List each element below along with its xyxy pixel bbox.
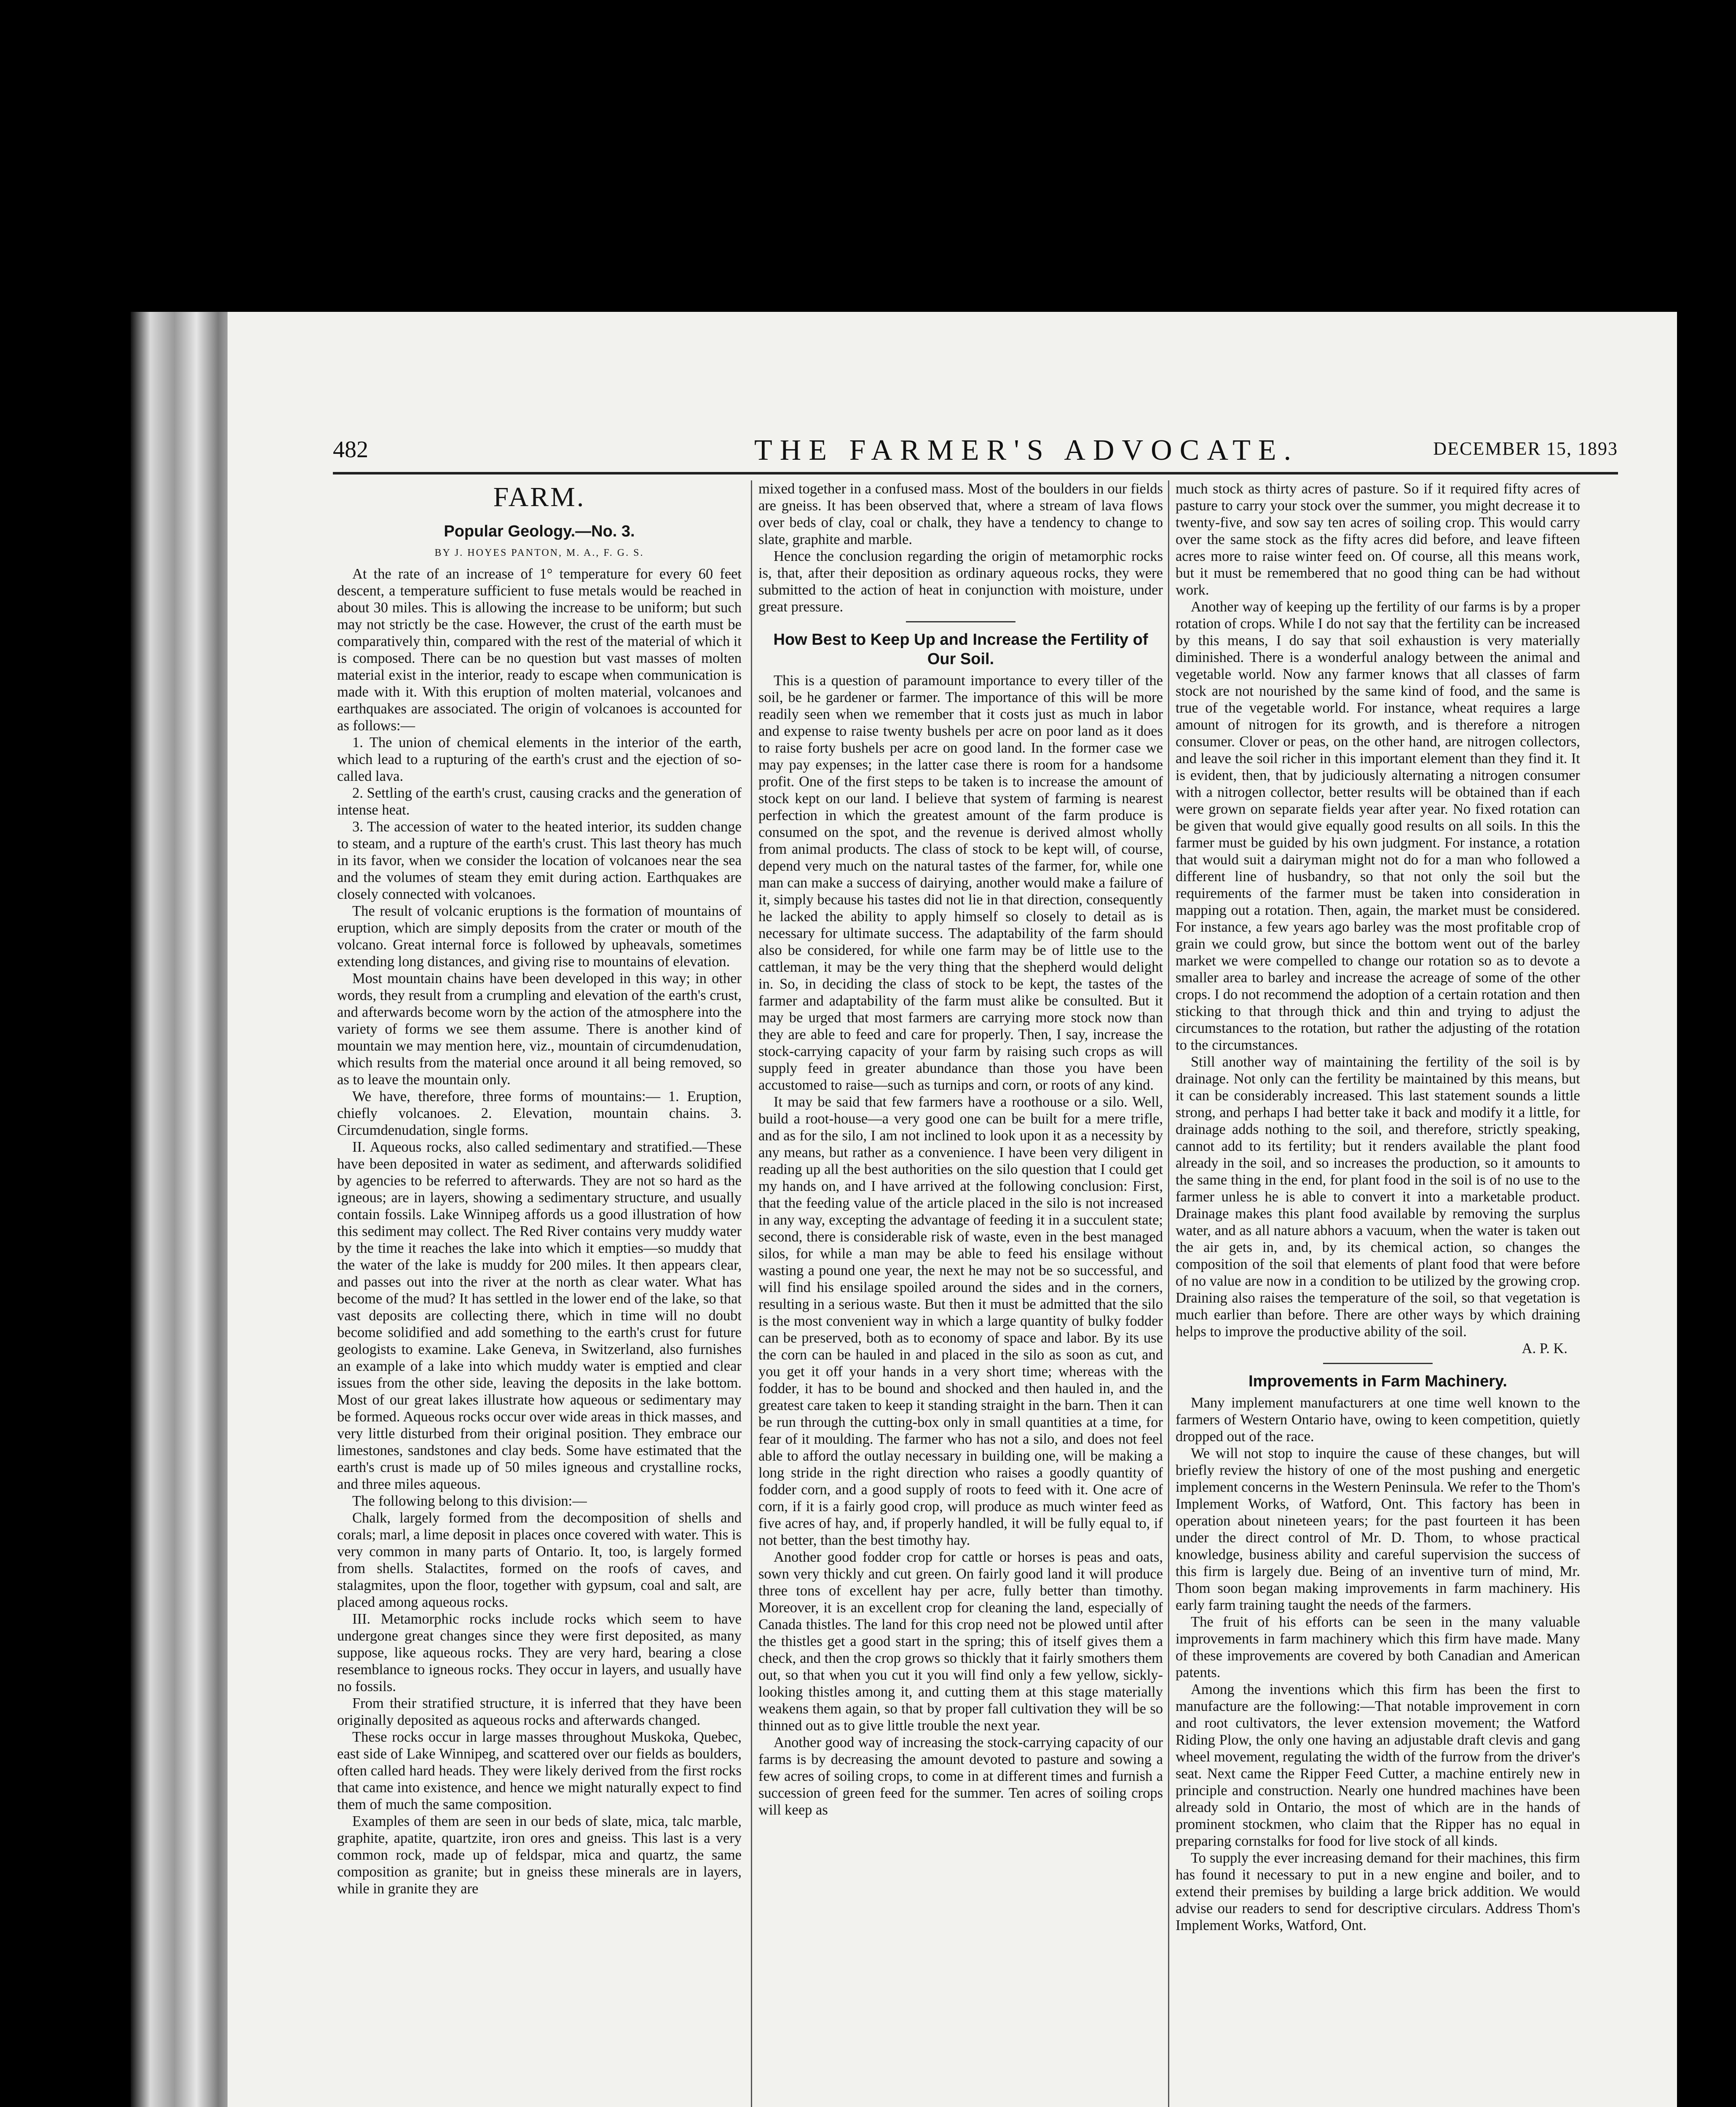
paragraph: At the rate of an increase of 1° temperature for every 60 feet descent, a temperature sufficient to fuse metals would be reached in about 30 miles. This is allowing the increase to be uniform; but such may not strictly be the case. However, the crust of the earth must be comparatively thin, compared with the rest of the material of which it is composed. There can be no question but vast masses of molten material exist in the interior, ready to escape when communication is made with it. With this eruption of molten material, volcanoes and earthquakes are associated. The origin of volcanoes is accounted for as follows:— <box>337 566 742 734</box>
paragraph: It may be said that few farmers have a roothouse or a silo. Well, build a root-house—a very good one can be built for a mere trifle, and as for the silo, I am not inclined to look upon it as a necessity by any means, but rather as a convenience. I have been very diligent in reading up all the best authorities on the silo question that I could get my hands on, and I have arrived at the following conclusion: First, that the feeding value of the article placed in the silo is not increased in any way, excepting the advantage of feeding it in a succulent state; second, there is considerable risk of waste, even in the best managed silos, for while a man may be able to feed his ensilage without wasting a pound one year, the next he may not be so successful, and will find his ensilage spoiled around the sides and in the corners, resulting in a serious waste. But then it must be admitted that the silo is the most convenient way in which a large quantity of bulky fodder can be preserved, both as to economy of space and labor. By its use the corn can be hauled in and placed in the silo as soon as cut, and you get it off your hands in a very short time; whereas with the fodder, it has to be bound and shocked and then hauled in, and the greatest care taken to keep it standing straight in the barn. Then it can be run through the cutting-box only in small quantities at a time, for fear of it moulding. The farmer who has not a silo, and does not feel able to afford the outlay necessary in building one, will be making a long stride in the right direction who raises a goodly quantity of fodder corn, and a good supply of roots to feed with it. One acre of corn, if it is a fairly good crop, will produce as much winter feed as five acres of hay, and, if properly handled, it will be fully equal to, if not better, than the best timothy hay. <box>758 1094 1163 1548</box>
article-byline: BY J. HOYES PANTON, M. A., F. G. S. <box>434 547 644 558</box>
paragraph: II. Aqueous rocks, also called sedimentary and stratified.—These have been deposited in water as sediment, and afterwards solidified by agencies to be referred to afterwards. They are not so hard as the igneous; are in layers, showing a sedimentary structure, and usually contain fossils. Lake Winnipeg affords us a good illustration of how this sediment may collect. The Red River contains very muddy water by the time it reaches the lake into which it empties—so muddy that the water of the lake is muddy for 200 miles. It then appears clear, and passes out into the river at the north as clear water. What has become of the mud? It has settled in the lower end of the lake, so that vast deposits are collecting there, which in time will no doubt become solidified and add something to the earth's crust for future geologists to examine. Lake Geneva, in Switzerland, also furnishes an example of a lake into which muddy water is emptied and clear issues from the other side, leaving the deposits in the lake bottom. Most of our great lakes illustrate how aqueous or sedimentary may be formed. Aqueous rocks occur over wide areas in thick masses, and very little disturbed from their original position. They embrace our limestones, sandstones and clay beds. Some have estimated that the earth's crust is made up of 50 miles igneous and crystalline rocks, and three miles aqueous. <box>337 1139 742 1492</box>
paragraph: 1. The union of chemical elements in the interior of the earth, which lead to a rupturing of the earth's crust and the ejection of so-called lava. <box>337 735 742 784</box>
header-rule <box>333 472 1618 474</box>
column-2 <box>758 480 1163 1818</box>
paragraph: Another good fodder crop for cattle or horses is peas and oats, sown very thickly and cut green. On fairly good land it will produce three tons of excellent hay per acre, fully better than timothy. Moreover, it is an excellent crop for cleaning the land, especially of Canada thistles. The land for this crop need not be plowed until after the thistles get a good start in the spring; this of itself gives them a check, and then the crop grows so thickly that it fairly smothers them out, so that when you cut it you will find only a few yellow, sickly-looking thistles among it, and cutting them at this stage materially weakens them again, so that by proper fall cultivation they will be so thinned out as to give little trouble the next year. <box>758 1549 1163 1734</box>
column-3 <box>1176 480 1580 1934</box>
paragraph: The fruit of his efforts can be seen in the many valuable improvements in farm machinery which this firm have made. Many of these improvements are covered by both Canadian and American patents. <box>1176 1614 1580 1681</box>
issue-date: DECEMBER 15, 1893 <box>1433 438 1618 459</box>
book-edge <box>131 312 240 2107</box>
section-heading: FARM. <box>493 482 586 512</box>
article-signature: A. P. K. <box>1522 1340 1567 1356</box>
article-title: Improvements in Farm Machinery. <box>1248 1372 1507 1390</box>
paragraph: Chalk, largely formed from the decomposition of shells and corals; marl, a lime deposit in places once covered with water. This is very common in many parts of Ontario. It, too, is largely formed from shells. Stalactites, formed on the roofs of caves, and stalagmites, upon the floor, together with gypsum, coal and salt, are placed among aqueous rocks. <box>337 1510 742 1610</box>
paragraph: Another good way of increasing the stock-carrying capacity of our farms is by decreasing the amount devoted to pasture and sowing a few acres of soiling crops, to come in at different times and furnish a succession of green feed for the summer. Ten acres of soiling crops will keep as <box>758 1734 1163 1818</box>
paragraph: 2. Settling of the earth's crust, causing cracks and the generation of intense heat. <box>337 785 742 818</box>
paragraph: From their stratified structure, it is inferred that they have been originally deposited as aqueous rocks and afterwards changed. <box>337 1695 742 1728</box>
paragraph: We have, therefore, three forms of mountains:— 1. Eruption, chiefly volcanoes. 2. Elevation, mountain chains. 3. Circumdenudation, single forms. <box>337 1088 742 1138</box>
paragraph: The following belong to this division:— <box>352 1493 587 1509</box>
paragraph: These rocks occur in large masses throughout Muskoka, Quebec, east side of Lake Winnipeg, and scattered over our fields as boulders, often called hard heads. They were likely derived from the first rocks that came into existence, and hence we might naturally expect to find them of much the same composition. <box>337 1729 742 1812</box>
article-title: Popular Geology.—No. 3. <box>444 523 635 540</box>
column-rule <box>751 480 752 2107</box>
paragraph: Examples of them are seen in our beds of slate, mica, talc marble, graphite, apatite, quartzite, iron ores and gneiss. This last is a very common rock, made up of feldspar, mica and quartz, the same composition as granite; but in gneiss these minerals are in layers, while in granite they are <box>337 1813 742 1897</box>
paragraph: This is a question of paramount importance to every tiller of the soil, be he gardener or farmer. The importance of this will be more readily seen when we remember that it costs just as much in labor and expense to raise twenty bushels per acre on poor land as it does to raise forty bushels per acre on good land. In the former case we may pay expenses; in the latter case there is room for a handsome profit. One of the first steps to be taken is to increase the amount of stock kept on our land. I believe that system of farming is nearest perfection in which the greatest amount of the farm produce is consumed on the spot, and the revenue is derived almost wholly from animal products. The class of stock to be kept will, of course, depend very much on the natural tastes of the farmer, for, while one man can make a success of dairying, another would make a failure of it, simply because his tastes did not lie in that direction, consequently he lacked the ability to apply himself so closely to detail as is necessary for ultimate success. The adaptability of the farm should also be considered, for while one farm may be of little use to the cattleman, it may be the very thing that the shepherd would delight in. So, in deciding the class of stock to be kept, the tastes of the farmer and adaptability of the farm must alike be consulted. But it may be urged that most farmers are carrying more stock now than they are able to feed and care for properly. Then, I say, increase the stock-carrying capacity of your farm by raising such crops as will supply feed in greater abundance than those you have been accustomed to raise—such as turnips and corn, or roots of any kind. <box>758 673 1163 1093</box>
paragraph: Still another way of maintaining the fertility of the soil is by drainage. Not only can the fertility be maintained by this means, but it can be considerably increased. This last statement sounds a little strong, and perhaps I had better take it back and modify it a little, for drainage adds nothing to the soil, and therefore, strictly speaking, cannot add to its fertility; but it renders available the plant food already in the soil, and so increases the production, so it amounts to the same thing in the end, for plant food in the soil is of no use to the farmer unless he is able to convert it into a marketable product. Drainage makes this plant food available by removing the surplus water, and as all nature abhors a vacuum, when the water is taken out the air gets in, and, by its chemical action, so changes the composition of the soil that elements of plant food that were before of no value are now in a condition to be utilized by the growing crop. Draining also raises the temperature of the soil, so that vegetation is much earlier than before. There are other ways by which draining helps to improve the productive ability of the soil. <box>1176 1054 1580 1340</box>
column-1 <box>337 480 742 1897</box>
paragraph: The result of volcanic eruptions is the formation of mountains of eruption, which are simply deposits from the crater or mouth of the volcano. Great internal force is followed by upheavals, sometimes extending long distances, and giving rise to mountains of elevation. <box>337 903 742 970</box>
paragraph: Hence the conclusion regarding the origin of metamorphic rocks is, that, after their deposition as ordinary aqueous rocks, they were submitted to the action of heat in conjunction with moisture, under great pressure. <box>758 548 1163 615</box>
paragraph: To supply the ever increasing demand for their machines, this firm has found it necessary to put in a new engine and boiler, and to extend their premises by building a large brick addition. We would advise our readers to send for descriptive circulars. Address Thom's Implement Works, Watford, Ont. <box>1176 1850 1580 1933</box>
paragraph: Among the inventions which this firm has been the first to manufacture are the following:—That notable improvement in corn and root cultivators, the lever extension movement; the Watford Riding Plow, the only one having an adjustable draft clevis and gang wheel movement, regulating the width of the furrow from the driver's seat. Next came the Ripper Feed Cutter, a machine entirely new in principle and construction. Nearly one hundred machines have been already sold in Ontario, the most of which are in the hands of prominent stockmen, who claim that the Ripper has no equal in preparing cornstalks for food for live stock of all kinds. <box>1176 1681 1580 1849</box>
paragraph: III. Metamorphic rocks include rocks which seem to have undergone great changes since they were first deposited, as many suppose, like aqueous rocks. They are very hard, bearing a close resemblance to igneous rocks. They occur in layers, and usually have no fossils. <box>337 1611 742 1694</box>
paragraph: Many implement manufacturers at one time well known to the farmers of Western Ontario have, owing to keen competition, quietly dropped out of the race. <box>1176 1395 1580 1445</box>
article-title: How Best to Keep Up and Increase the Fertility of Our Soil. <box>773 631 1148 668</box>
divider <box>1323 1363 1433 1364</box>
page-number: 482 <box>333 437 368 463</box>
paragraph: much stock as thirty acres of pasture. So if it required fifty acres of pasture to carry your stock over the summer, you might decrease it to twenty-five, and sow say ten acres of soiling crop. This would carry over the same stock as the fifty acres did before, and leave fifteen acres more to raise winter feed on. Of course, all this means work, but it must be remembered that no good thing can be had without work. <box>1176 481 1580 598</box>
paragraph: Another way of keeping up the fertility of our farms is by a proper rotation of crops. While I do not say that the fertility can be increased by this means, I do say that soil exhaustion is very materially diminished. There is a wonderful analogy between the animal and vegetable world. Now any farmer knows that all classes of farm stock are not nourished by the same kind of food, and the same is true of the vegetable world. For instance, wheat requires a large amount of nitrogen for its growth, and is therefore a nitrogen consumer. Clover or peas, on the other hand, are nitrogen collectors, and leave the soil richer in this important element than they find it. It is evident, then, that by judiciously alternating a nitrogen consumer with a nitrogen collector, better results will be obtained than if each were grown on separate fields year after year. No fixed rotation can be given that would give equally good results on all soils. In this the farmer must be guided by his own judgment. For instance, a rotation that would suit a dairyman might not do for a man who followed a different line of husbandry, so that not only the soil but the requirements of the farmer must be taken into consideration in mapping out a rotation. Then, again, the market must be considered. For instance, a few years ago barley was the most profitable crop of grain we could grow, but since the bottom went out of the barley market we were compelled to change our rotation so as to devote a smaller area to barley and increase the acreage of some of the other crops. I do not recommend the adoption of a certain rotation and then sticking to that through thick and thin and trying to adjust the circumstances to the rotation, but rather the adjusting of the rotation to the circumstances. <box>1176 599 1580 1053</box>
page-header <box>333 436 1618 474</box>
paragraph: Most mountain chains have been developed in this way; in other words, they result from a crumpling and elevation of the earth's crust, and afterwards become worn by the action of the atmosphere into the variety of forms we see them assume. There is another kind of mountain we may mention here, viz., mountain of circumdenudation, which results from the material once around it all being removed, so as to leave the mountain only. <box>337 970 742 1088</box>
paragraph: 3. The accession of water to the heated interior, its sudden change to steam, and a rupture of the earth's crust. This last theory has much in its favor, when we consider the location of volcanoes near the sea and the volumes of steam they emit during action. Earthquakes are closely connected with volcanoes. <box>337 819 742 902</box>
paragraph: mixed together in a confused mass. Most of the boulders in our fields are gneiss. It has been observed that, where a stream of lava flows over beds of clay, coal or chalk, they have a tendency to change to slate, graphite and marble. <box>758 481 1163 547</box>
paragraph: We will not stop to inquire the cause of these changes, but will briefly review the history of one of the most pushing and energetic implement concerns in the Western Peninsula. We refer to the Thom's Implement Works, of Watford, Ont. This factory has been in operation about nineteen years; for the past fourteen it has been under the direct control of Mr. D. Thom, to whose practical knowledge, business ability and careful supervision the success of this firm is largely due. Being of an inventive turn of mind, Mr. Thom soon began making improvements in farm machinery. His early farm training taught the needs of the farmers. <box>1176 1445 1580 1613</box>
divider <box>906 621 1015 622</box>
masthead-title: THE FARMER'S ADVOCATE. <box>754 434 1299 466</box>
column-rule <box>1168 480 1169 2107</box>
